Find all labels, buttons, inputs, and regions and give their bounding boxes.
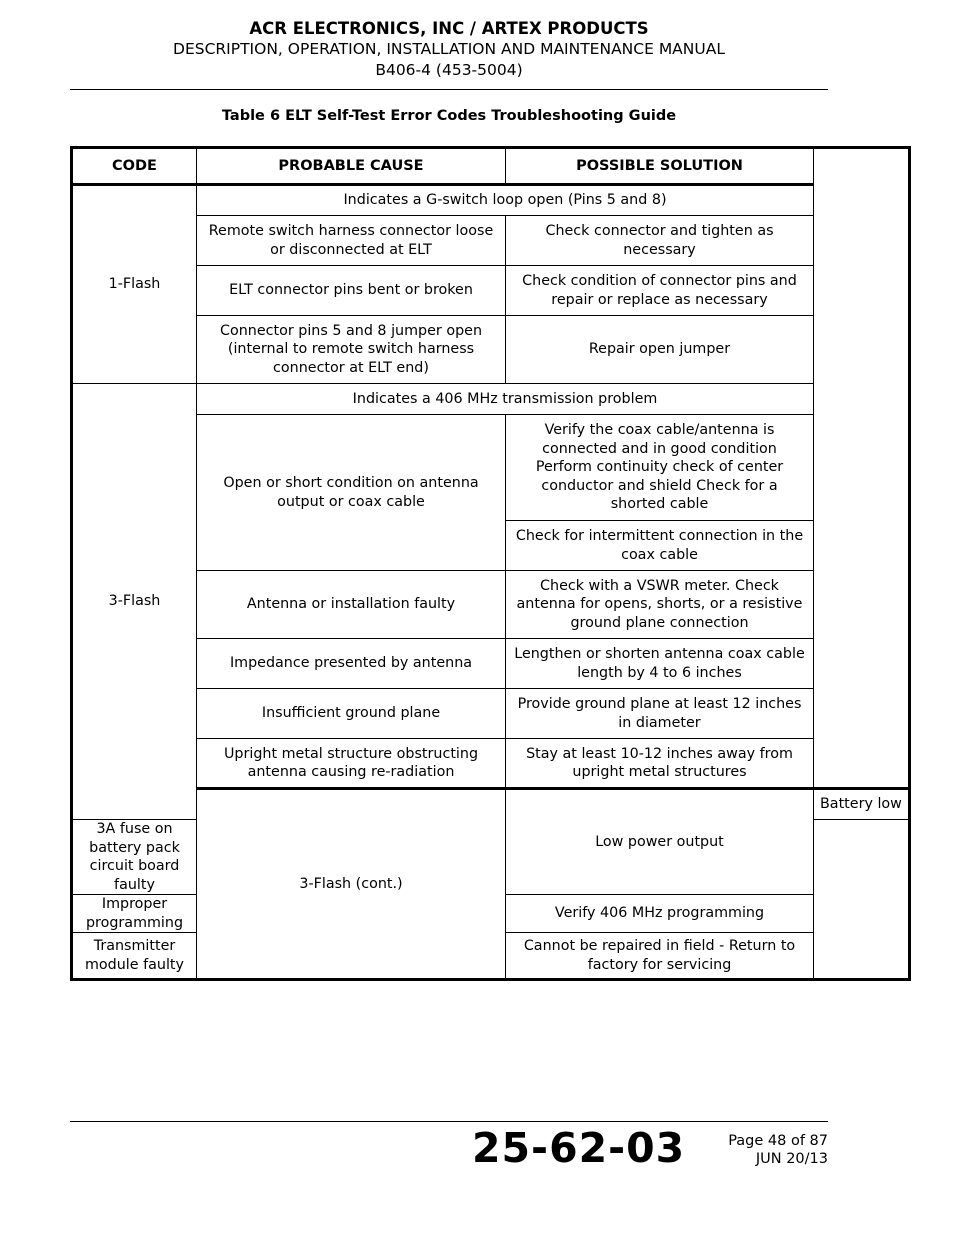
solution-cell: Check for intermittent connection in the coax cable [506,521,814,571]
solution-cell: Battery low [814,789,910,820]
troubleshooting-table [70,146,911,981]
table-row [72,739,910,789]
page-number: Page 48 of 87 [728,1133,828,1149]
table-row [72,789,910,820]
solution-cell: Repair open jumper [506,316,814,384]
solution-cell: Verify the coax cable/antenna is connected and in good condition Perform continuity check of center conductor and shield Check for a shorted cable [506,415,814,521]
table-row [72,571,910,639]
column-header-code: CODE [72,148,197,185]
section-code: 25-62-03 [472,1124,686,1172]
cause-cell: Improper programming [72,895,197,933]
table-caption: Table 6 ELT Self-Test Error Codes Troubleshooting Guide [221,108,677,124]
header-divider [70,89,828,90]
model-number: B406-4 (453-5004) [375,61,523,79]
solution-cell: Check with a VSWR meter. Check antenna for opens, shorts, or a resistive ground plane connection [506,571,814,639]
table-row [72,689,910,739]
table-row [72,415,910,521]
cause-cell: Connector pins 5 and 8 jumper open (internal to remote switch harness connector at ELT end) [197,316,506,384]
cause-cell: Antenna or installation faulty [197,571,506,639]
cause-cell: Impedance presented by antenna [197,639,506,689]
manual-title: DESCRIPTION, OPERATION, INSTALLATION AND MAINTENANCE MANUAL [173,40,725,58]
table-row [72,639,910,689]
group-note: Indicates a G-switch loop open (Pins 5 and 8) [197,185,814,216]
solution-cell: Stay at least 10-12 inches away from upright metal structures [506,739,814,789]
table-header-row [72,148,910,185]
cause-cell: Transmitter module faulty [72,933,197,980]
cause-cell: Upright metal structure obstructing antenna causing re-radiation [197,739,506,789]
cause-cell: Insufficient ground plane [197,689,506,739]
solution-cell: Check condition of connector pins and repair or replace as necessary [506,266,814,316]
company-name: ACR ELECTRONICS, INC / ARTEX PRODUCTS [249,19,649,38]
column-header-cause: PROBABLE CAUSE [197,148,506,185]
solution-cell: Verify 406 MHz programming [506,895,814,933]
cause-cell: Open or short condition on antenna output or coax cable [197,415,506,571]
cause-cell: Low power output [506,789,814,895]
table-row [72,266,910,316]
footer-divider [70,1121,828,1122]
table-row [72,384,910,415]
table-row [72,216,910,266]
group-note: Indicates a 406 MHz transmission problem [197,384,814,415]
table-row [72,185,910,216]
column-header-solution: POSSIBLE SOLUTION [506,148,814,185]
code-cell: 3-Flash [72,384,197,820]
cause-cell: ELT connector pins bent or broken [197,266,506,316]
solution-cell: Cannot be repaired in field - Return to factory for servicing [506,933,814,980]
solution-cell: Lengthen or shorten antenna coax cable length by 4 to 6 inches [506,639,814,689]
solution-cell: 3A fuse on battery pack circuit board faulty [72,820,197,895]
cause-cell: Remote switch harness connector loose or disconnected at ELT [197,216,506,266]
table-row [72,316,910,384]
revision-date: JUN 20/13 [755,1151,828,1167]
solution-cell: Check connector and tighten as necessary [506,216,814,266]
code-cell: 1-Flash [72,185,197,384]
code-cell: 3-Flash (cont.) [197,789,506,980]
solution-cell: Provide ground plane at least 12 inches in diameter [506,689,814,739]
